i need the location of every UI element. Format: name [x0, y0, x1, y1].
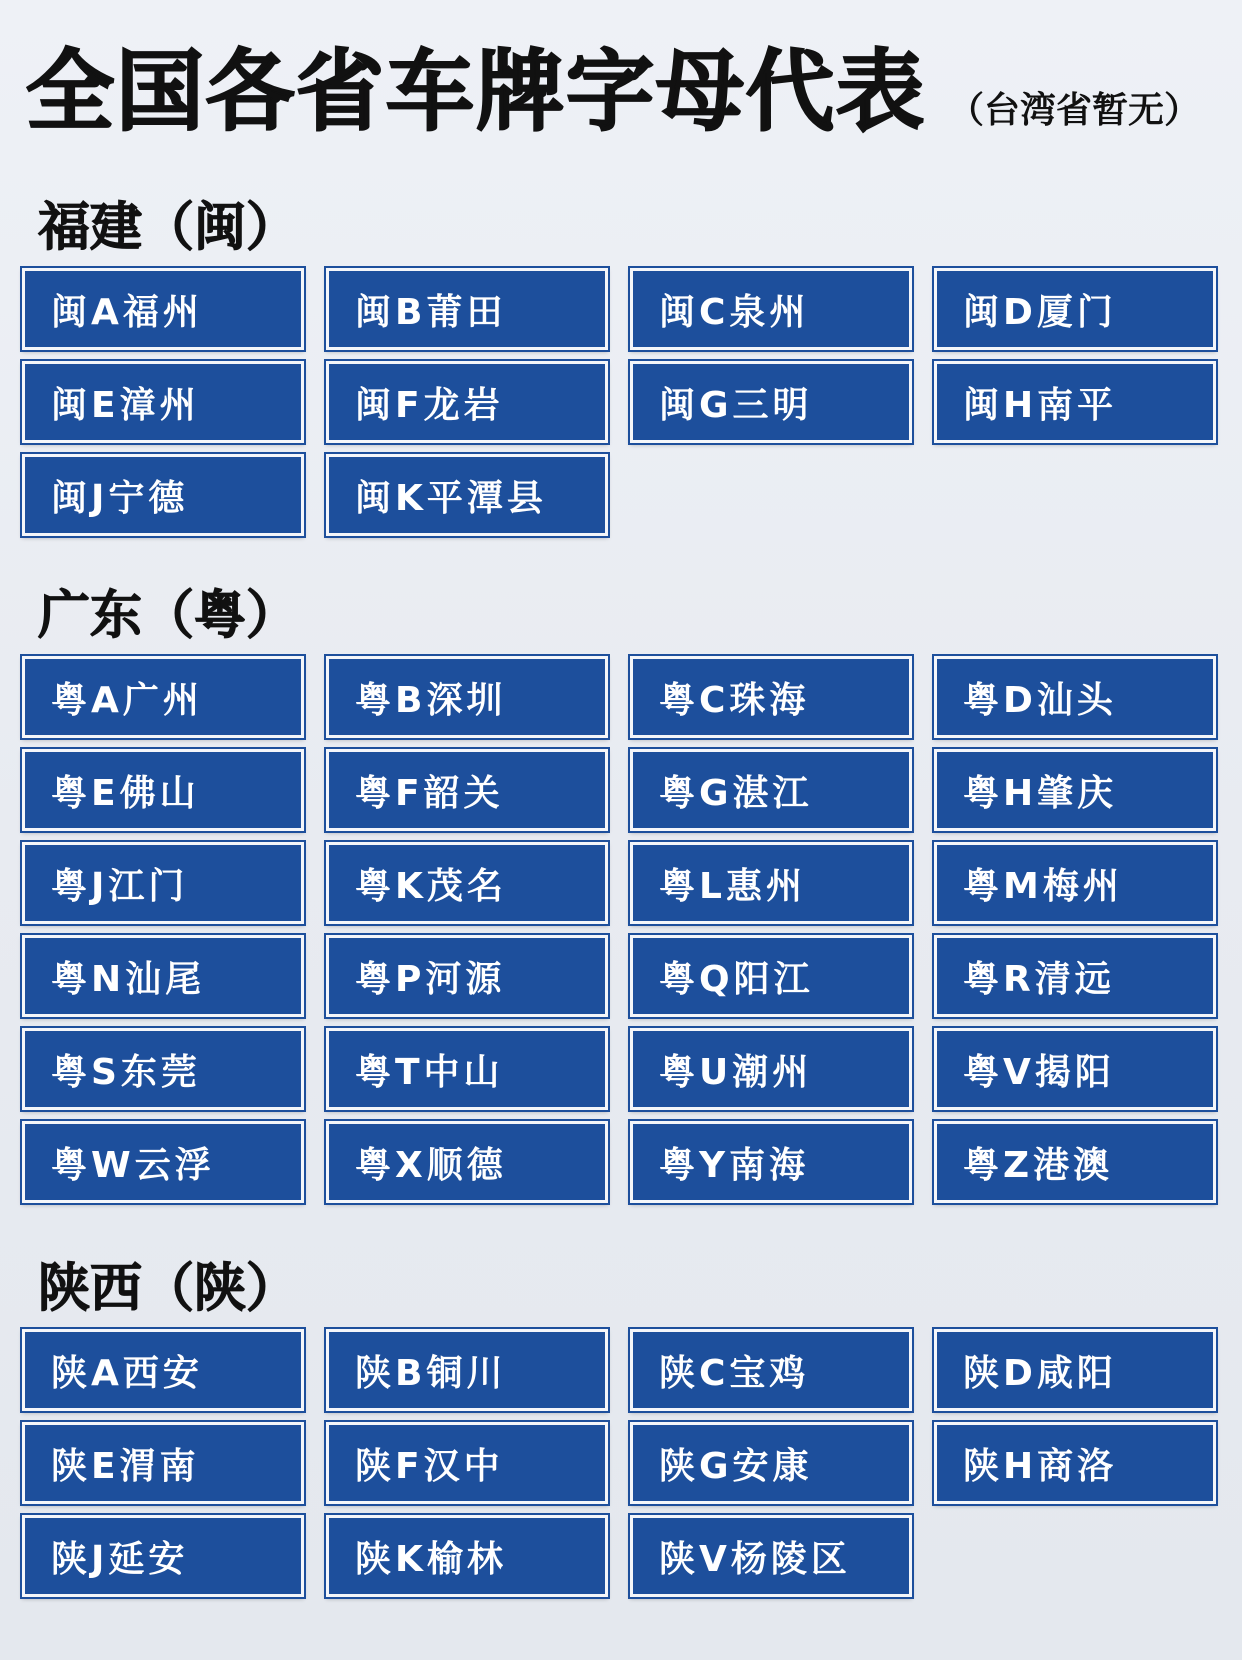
plate-item: 粤W云浮	[22, 1121, 304, 1203]
plate-item: 陕V杨陵区	[630, 1515, 912, 1597]
plate-item: 粤N汕尾	[22, 935, 304, 1017]
section-title: 陕西（陕）	[38, 1259, 299, 1319]
plate-item: 粤P河源	[326, 935, 608, 1017]
plate-item: 粤T中山	[326, 1028, 608, 1110]
plate-item: 闽A福州	[22, 268, 304, 350]
plate-item: 粤Y南海	[630, 1121, 912, 1203]
plate-item: 粤K茂名	[326, 842, 608, 924]
plate-item: 陕C宝鸡	[630, 1329, 912, 1411]
plate-item: 陕K榆林	[326, 1515, 608, 1597]
plate-item: 粤Q阳江	[630, 935, 912, 1017]
plate-item: 闽F龙岩	[326, 361, 608, 443]
plate-item: 粤B深圳	[326, 656, 608, 738]
plate-grid	[22, 268, 1222, 536]
plate-item: 粤D汕头	[934, 656, 1216, 738]
plate-item: 粤H肇庆	[934, 749, 1216, 831]
section-title: 福建（闽）	[38, 198, 299, 258]
plate-item: 粤X顺德	[326, 1121, 608, 1203]
plate-item: 粤S东莞	[22, 1028, 304, 1110]
section-shaanxi	[22, 1259, 1222, 1597]
plate-item: 粤C珠海	[630, 656, 912, 738]
plate-item: 粤E佛山	[22, 749, 304, 831]
plate-item: 陕G安康	[630, 1422, 912, 1504]
plate-item: 陕D咸阳	[934, 1329, 1216, 1411]
page-title: 全国各省车牌字母代表	[26, 40, 927, 143]
plate-item: 陕E渭南	[22, 1422, 304, 1504]
plate-item: 闽D厦门	[934, 268, 1216, 350]
section-guangdong	[22, 586, 1222, 1203]
plate-item: 闽G三明	[630, 361, 912, 443]
plate-item: 陕H商洛	[934, 1422, 1216, 1504]
plate-item: 闽K平潭县	[326, 454, 608, 536]
plate-item: 粤F韶关	[326, 749, 608, 831]
plate-grid	[22, 656, 1222, 1203]
section-fujian	[22, 198, 1222, 536]
section-title: 广东（粤）	[38, 586, 299, 646]
plate-item: 陕F汉中	[326, 1422, 608, 1504]
plate-grid	[22, 1329, 1222, 1597]
plate-item: 闽B莆田	[326, 268, 608, 350]
plate-item: 陕A西安	[22, 1329, 304, 1411]
plate-item: 粤A广州	[22, 656, 304, 738]
plate-item: 粤V揭阳	[934, 1028, 1216, 1110]
page-subtitle: （台湾省暂无）	[948, 90, 1201, 131]
plate-item: 粤G湛江	[630, 749, 912, 831]
plate-item: 粤Z港澳	[934, 1121, 1216, 1203]
plate-item: 粤M梅州	[934, 842, 1216, 924]
plate-item: 陕B铜川	[326, 1329, 608, 1411]
plate-item: 粤L惠州	[630, 842, 912, 924]
plate-item: 闽J宁德	[22, 454, 304, 536]
plate-item: 闽C泉州	[630, 268, 912, 350]
plate-item: 粤J江门	[22, 842, 304, 924]
plate-item: 粤U潮州	[630, 1028, 912, 1110]
plate-item: 陕J延安	[22, 1515, 304, 1597]
header	[26, 40, 1201, 143]
plate-item: 闽E漳州	[22, 361, 304, 443]
plate-item: 粤R清远	[934, 935, 1216, 1017]
plate-item: 闽H南平	[934, 361, 1216, 443]
